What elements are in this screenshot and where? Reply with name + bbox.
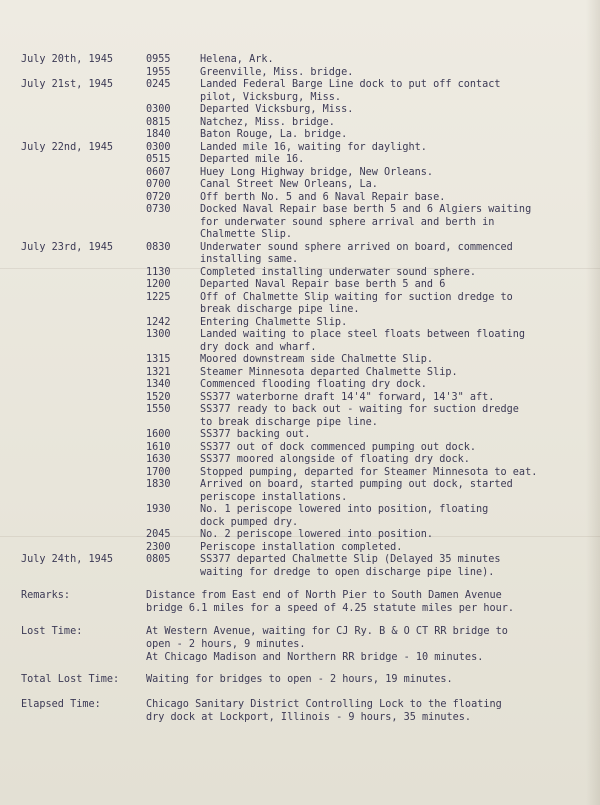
log-event-line: Landed waiting to place steel floats between floating (200, 329, 526, 340)
section-label: Elapsed Time: (21, 699, 101, 710)
log-event-line: Arrived on board, started pumping out dock, started (200, 479, 513, 490)
log-time: 1520 (146, 391, 171, 403)
log-row (0, 304, 600, 317)
section-text-line: dry dock at Lockport, Illinois - 9 hours, 35 minutes. (146, 712, 472, 723)
log-row (0, 92, 600, 105)
log-event-line: SS377 ready to back out - waiting for suction dredge (200, 404, 519, 415)
log-time: 1830 (146, 479, 171, 490)
log-event-line: Natchez, Miss. bridge. (200, 116, 335, 128)
total-lost-time-section (0, 673, 600, 686)
log-time: 1840 (146, 129, 171, 140)
log-row (0, 504, 600, 517)
log-event-line: Chalmette Slip. (200, 229, 293, 240)
log-event-line: Commenced flooding floating dry dock. (200, 379, 427, 390)
log-event-line: Baton Rouge, La. bridge. (200, 129, 348, 140)
log-time: 0300 (146, 104, 171, 115)
log-event-line: Moored downstream side Chalmette Slip. (200, 354, 434, 365)
section-text-line: open - 2 hours, 9 minutes. (146, 639, 306, 650)
log-row (0, 229, 600, 242)
log-row (0, 267, 600, 280)
log-row (0, 179, 600, 192)
log-date: July 23rd, 1945 (21, 241, 114, 253)
log-time: 2045 (146, 529, 171, 540)
log-row (0, 54, 600, 67)
log-time: 1630 (146, 454, 171, 465)
log-event-line: Departed Naval Repair base berth 5 and 6 (200, 279, 446, 290)
log-event-line: Departed mile 16. (200, 154, 305, 165)
log-time: 1315 (146, 354, 171, 365)
log-event-line: Completed installing underwater sound sphere. (200, 266, 477, 278)
log-row (0, 379, 600, 392)
log-time: 1321 (146, 366, 171, 378)
log-row (0, 554, 600, 567)
log-event-line: installing same. (200, 254, 299, 265)
log-time: 1300 (146, 329, 171, 340)
log-time: 0515 (146, 154, 171, 165)
log-event-line: Off berth No. 5 and 6 Naval Repair base. (200, 191, 446, 203)
lost-time-section (0, 625, 600, 664)
log-row (0, 79, 600, 92)
log-event-line: dock pumped dry. (200, 516, 299, 528)
log-event-line: periscope installations. (200, 491, 348, 503)
log-time: 0830 (146, 241, 171, 253)
log-time: 1242 (146, 316, 171, 328)
section-text-line: At Chicago Madison and Northern RR bridge - 10 minutes. (146, 652, 484, 663)
log-time: 1130 (146, 266, 171, 278)
log-event-line: Helena, Ark. (200, 54, 274, 65)
log-row (0, 192, 600, 205)
log-row (0, 542, 600, 555)
log-row (0, 292, 600, 305)
log-time: 0700 (146, 179, 171, 190)
section-text-line: Chicago Sanitary District Controlling Lock to the floating (146, 699, 502, 710)
log-row (0, 129, 600, 142)
section-row (0, 711, 600, 724)
log-time: 0815 (146, 116, 171, 128)
log-event-line: SS377 departed Chalmette Slip (Delayed 35 minutes (200, 554, 501, 565)
log-event-line: Canal Street New Orleans, La. (200, 179, 378, 190)
log-event-line: Entering Chalmette Slip. (200, 316, 348, 328)
section-row (0, 651, 600, 664)
log-row (0, 242, 600, 255)
log-row (0, 217, 600, 230)
log-event-line: Off of Chalmette Slip waiting for suction dredge to (200, 291, 513, 303)
log-row (0, 67, 600, 80)
log-event-line: Docked Naval Repair base berth 5 and 6 Algiers waiting (200, 204, 532, 215)
log-time: 0955 (146, 54, 171, 65)
log-row (0, 417, 600, 430)
elapsed-time-section (0, 698, 600, 724)
section-label: Remarks: (21, 590, 71, 601)
log-time: 0300 (146, 141, 171, 153)
log-time: 1600 (146, 429, 171, 440)
log-row (0, 254, 600, 267)
log-event-line: Greenville, Miss. bridge. (200, 66, 354, 78)
log-row (0, 454, 600, 467)
log-time: 1340 (146, 379, 171, 390)
log-time: 1550 (146, 404, 171, 415)
log-event-line: Stopped pumping, departed for Steamer Minnesota to eat. (200, 466, 538, 478)
section-text-line: At Western Avenue, waiting for CJ Ry. B & O CT RR bridge to (146, 626, 508, 637)
log-event-line: No. 2 periscope lowered into position. (200, 529, 434, 540)
section-row (0, 638, 600, 651)
log-time: 1700 (146, 466, 171, 478)
section-text-line: Distance from East end of North Pier to South Damen Avenue (146, 590, 502, 601)
log-event-line: Departed Vicksburg, Miss. (200, 104, 354, 115)
section-label: Lost Time: (21, 626, 83, 637)
section-text-line: Waiting for bridges to open - 2 hours, 19 minutes. (146, 674, 453, 685)
log-row (0, 529, 600, 542)
log-event-line: dry dock and wharf. (200, 341, 317, 353)
section-row (0, 589, 600, 602)
log-row (0, 479, 600, 492)
log-event-line: pilot, Vicksburg, Miss. (200, 91, 342, 103)
log-event-line: No. 1 periscope lowered into position, floating (200, 504, 489, 515)
log-date: July 22nd, 1945 (21, 141, 114, 153)
section-row (0, 625, 600, 638)
log-event-line: SS377 out of dock commenced pumping out dock. (200, 441, 477, 453)
log-row (0, 429, 600, 442)
remarks-section (0, 589, 600, 615)
log-row (0, 392, 600, 405)
log-time: 0730 (146, 204, 171, 215)
log-row (0, 467, 600, 480)
log-event-line: Huey Long Highway bridge, New Orleans. (200, 166, 434, 178)
log-row (0, 367, 600, 380)
log-row (0, 154, 600, 167)
voyage-log (0, 54, 600, 579)
log-event-line: SS377 waterborne draft 14'4" forward, 14'3" aft. (200, 391, 495, 403)
log-row (0, 117, 600, 130)
log-date: July 20th, 1945 (21, 54, 114, 65)
log-event-line: waiting for dredge to open discharge pipe line). (200, 566, 495, 578)
log-event-line: Underwater sound sphere arrived on board, commenced (200, 241, 513, 253)
log-row (0, 142, 600, 155)
log-time: 0607 (146, 166, 171, 178)
section-label: Total Lost Time: (21, 674, 120, 685)
log-event-line: Periscope installation completed. (200, 541, 403, 553)
section-row (0, 673, 600, 686)
log-row (0, 329, 600, 342)
log-event-line: to break discharge pipe line. (200, 416, 378, 428)
log-time: 1610 (146, 441, 171, 453)
log-row (0, 342, 600, 355)
log-event-line: Steamer Minnesota departed Chalmette Slip. (200, 366, 458, 378)
log-time: 1225 (146, 291, 171, 303)
log-time: 1200 (146, 279, 171, 290)
log-row (0, 404, 600, 417)
log-event-line: SS377 backing out. (200, 429, 311, 440)
log-row (0, 167, 600, 180)
log-time: 1930 (146, 504, 171, 515)
log-event-line: Landed mile 16, waiting for daylight. (200, 141, 427, 153)
section-row (0, 602, 600, 615)
log-time: 0245 (146, 79, 171, 90)
log-date: July 24th, 1945 (21, 554, 114, 565)
log-date: July 21st, 1945 (21, 79, 114, 90)
log-row (0, 492, 600, 505)
log-row (0, 279, 600, 292)
section-text-line: bridge 6.1 miles for a speed of 4.25 statute miles per hour. (146, 603, 515, 614)
log-event-line: for underwater sound sphere arrival and berth in (200, 216, 495, 228)
log-time: 1955 (146, 66, 171, 78)
log-row (0, 317, 600, 330)
log-time: 0720 (146, 191, 171, 203)
log-event-line: Landed Federal Barge Line dock to put off contact (200, 79, 501, 90)
log-row (0, 204, 600, 217)
log-row (0, 517, 600, 530)
log-row (0, 442, 600, 455)
section-row (0, 698, 600, 711)
log-time: 2300 (146, 541, 171, 553)
log-event-line: SS377 moored alongside of floating dry dock. (200, 454, 470, 465)
log-row (0, 567, 600, 580)
log-row (0, 354, 600, 367)
log-time: 0805 (146, 554, 171, 565)
log-event-line: break discharge pipe line. (200, 304, 360, 315)
log-row (0, 104, 600, 117)
